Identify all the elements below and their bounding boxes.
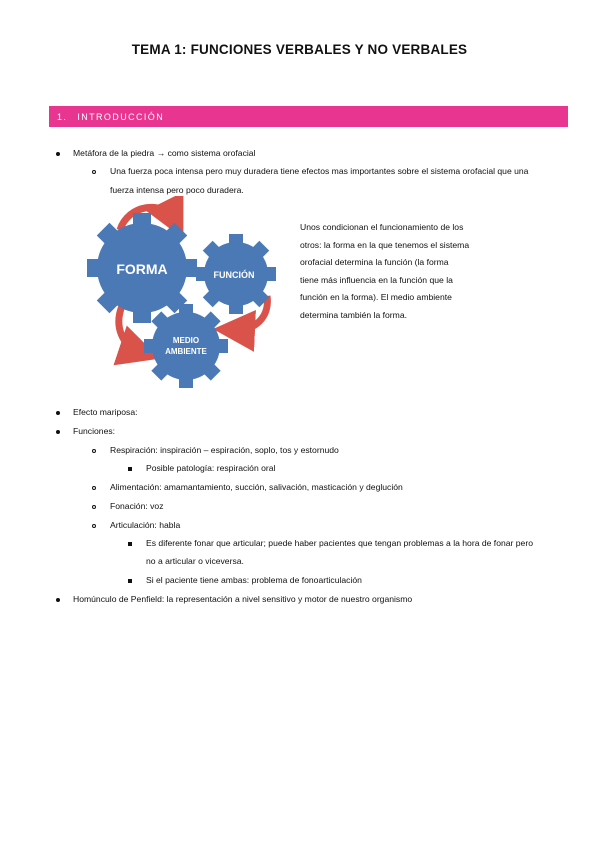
gear-medio-label: MEDIO: [172, 336, 200, 345]
bullet-alimentacion: Alimentación: amamantamiento, succión, salivación, masticación y deglución: [110, 482, 403, 492]
section-label: INTRODUCCIÓN: [77, 111, 165, 122]
bullet-circle: [92, 449, 96, 453]
bullet-circle: [92, 170, 96, 174]
bullet-diferente-line2: no a articular o viceversa.: [146, 556, 244, 566]
bullet-articulacion: Articulación: habla: [110, 520, 181, 530]
bullet-dot: [56, 152, 60, 156]
bullet-circle: [92, 524, 96, 528]
bullet-fuerza-line1: Una fuerza poca intensa pero muy duradera tiene efectos mas importantes sobre el sistema orofacial que una: [110, 166, 529, 176]
bullet-square: [128, 579, 132, 583]
bullet-square: [128, 467, 132, 471]
description-line: otros: la forma en la que tenemos el sistema: [300, 239, 470, 250]
bullet-circle: [92, 486, 96, 490]
bullet-circle: [92, 505, 96, 509]
bullet-square: [128, 542, 132, 546]
bullet-dot: [56, 430, 60, 434]
bullet-dot: [56, 411, 60, 415]
bullet-metafora: Metáfora de la piedra → como sistema orofacial: [73, 148, 256, 158]
description-line: función en la forma). El medio ambiente: [300, 292, 452, 302]
section-number: 1.: [57, 111, 68, 122]
description-line: orofacial determina la función (la forma: [300, 257, 449, 267]
bullet-patologia: Posible patología: respiración oral: [146, 463, 276, 473]
description-line: determina también la forma.: [300, 309, 407, 320]
bullet-homunculo: Homúnculo de Penfield: la representación a nivel sensitivo y motor de nuestro organismo: [73, 594, 413, 604]
gear-forma-label: FORMA: [116, 261, 168, 277]
bullet-ambas: Si el paciente tiene ambas: problema de fonoarticulación: [146, 575, 362, 585]
bullet-efecto: Efecto mariposa:: [73, 407, 138, 417]
bullet-diferente-line1: Es diferente fonar que articular; puede haber pacientes que tengan problemas a la hora de fonar pero: [146, 538, 533, 548]
diagram-description: [300, 219, 500, 324]
gear-funcion-label: FUNCIÓN: [213, 270, 255, 280]
bullet-respiracion: Respiración: inspiración – espiración, soplo, tos y estornudo: [110, 445, 339, 455]
bullet-funciones: Funciones:: [73, 426, 116, 436]
bullet-fuerza-line2: fuerza intensa pero poco duradera.: [110, 185, 244, 195]
gears-diagram: [84, 196, 284, 406]
section-header: [49, 106, 568, 127]
gear-ambiente-label: AMBIENTE: [165, 347, 207, 356]
description-line: Unos condicionan el funcionamiento de los: [300, 222, 464, 232]
description-line: tiene más influencia en la función que la: [300, 274, 453, 285]
gear-medio-ambiente-icon: [144, 304, 228, 388]
page-title: TEMA 1: FUNCIONES VERBALES Y NO VERBALES: [131, 42, 468, 57]
bullet-fonacion: Fonación: voz: [110, 501, 164, 511]
bullet-dot: [56, 598, 60, 602]
